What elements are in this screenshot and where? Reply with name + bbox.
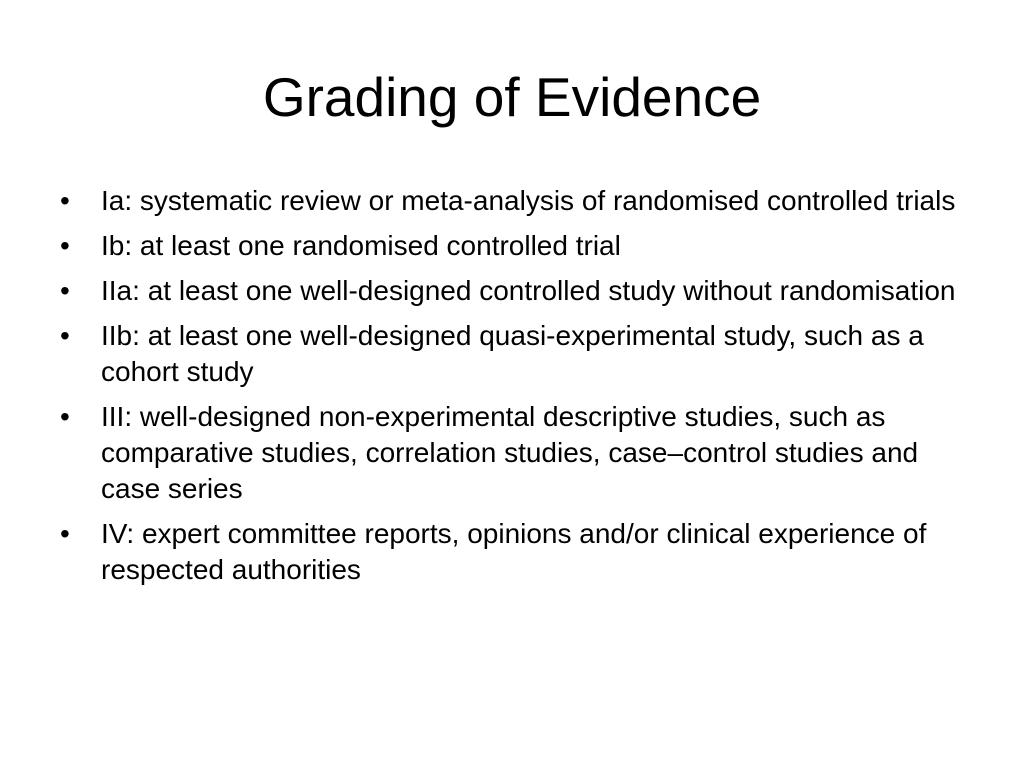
bullet-icon: •: [60, 320, 70, 351]
bullet-text: IV: expert committee reports, opinions and/or clinical experience of respected authorities: [101, 518, 927, 585]
bullet-text: IIa: at least one well-designed controlled study without randomisation: [101, 275, 956, 306]
bullet-icon: •: [60, 401, 70, 432]
slide-title: Grading of Evidence: [262, 66, 762, 128]
bullet-icon: •: [60, 518, 70, 549]
bullet-text: Ib: at least one randomised controlled trial: [101, 230, 621, 261]
bullet-text: IIb: at least one well-designed quasi-experimental study, such as a cohort study: [101, 320, 924, 387]
bullet-list: [60, 183, 960, 597]
bullet-icon: •: [60, 185, 70, 216]
bullet-item: [60, 318, 960, 390]
bullet-icon: •: [60, 230, 70, 261]
bullet-item: [60, 228, 960, 264]
bullet-text: III: well-designed non-experimental descriptive studies, such as comparative studies, correlation studies, case–control studies and case series: [101, 401, 919, 504]
bullet-item: [60, 399, 960, 507]
bullet-item: [60, 273, 960, 309]
bullet-text: Ia: systematic review or meta-analysis of randomised controlled trials: [101, 185, 956, 216]
bullet-item: [60, 516, 960, 588]
bullet-icon: •: [60, 275, 70, 306]
bullet-item: [60, 183, 960, 219]
